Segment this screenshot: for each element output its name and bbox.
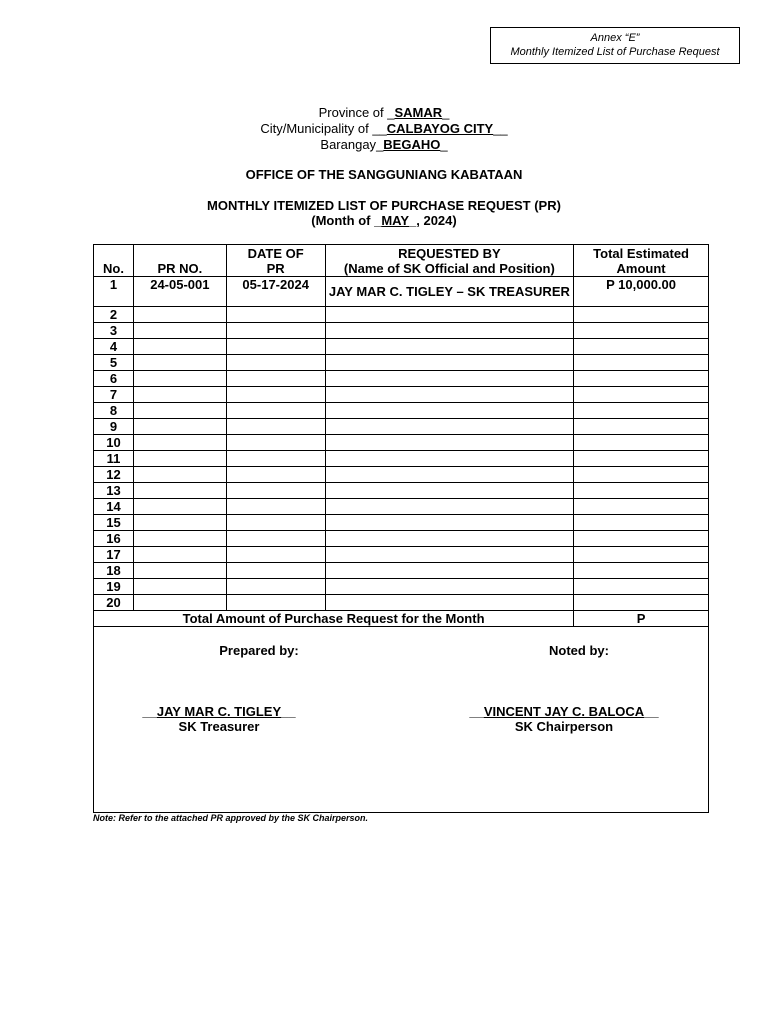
cell-pr-no [133, 355, 226, 371]
cell-requested-by [325, 563, 574, 579]
table-row [94, 323, 709, 339]
cell-pr-no [133, 483, 226, 499]
cell-requested-by [325, 307, 574, 323]
cell-amount [574, 307, 709, 323]
cell-requested-by [325, 595, 574, 611]
cell-date [226, 515, 325, 531]
cell-date [226, 419, 325, 435]
cell-no: 13 [94, 483, 134, 499]
cell-amount [574, 387, 709, 403]
annex-label: Annex “E” [590, 32, 640, 44]
cell-requested-by [325, 339, 574, 355]
cell-pr-no: 24-05-001 [133, 277, 226, 307]
cell-pr-no [133, 451, 226, 467]
total-row [94, 611, 709, 627]
table-row [94, 547, 709, 563]
cell-amount [574, 547, 709, 563]
cell-pr-no [133, 371, 226, 387]
cell-amount [574, 339, 709, 355]
prepared-position: SK Treasurer [178, 719, 260, 734]
cell-pr-no [133, 499, 226, 515]
cell-date [226, 403, 325, 419]
cell-requested-by [325, 467, 574, 483]
prepared-signatory: __JAY MAR C. TIGLEY__ SK Treasurer [124, 704, 314, 734]
cell-requested-by [325, 483, 574, 499]
cell-no: 4 [94, 339, 134, 355]
cell-requested-by [325, 499, 574, 515]
cell-amount [574, 323, 709, 339]
month-prefix: (Month of [311, 213, 375, 228]
document-title: MONTHLY ITEMIZED LIST OF PURCHASE REQUEST (PR) [207, 198, 561, 213]
header-pr-no: PR NO. [133, 245, 226, 277]
month-line: (Month of _MAY_, 2024) [311, 213, 457, 228]
cell-requested-by [325, 579, 574, 595]
table-row [94, 435, 709, 451]
noted-name: VINCENT JAY C. BALOCA [483, 704, 645, 719]
province-value: SAMAR [394, 105, 443, 120]
cell-requested-by [325, 547, 574, 563]
province-label: Province of [318, 105, 388, 120]
city-line: City/Municipality of __CALBAYOG CITY__ [260, 121, 508, 136]
signature-box [93, 627, 709, 813]
cell-pr-no [133, 563, 226, 579]
cell-amount [574, 355, 709, 371]
cell-pr-no [133, 435, 226, 451]
cell-requested-by [325, 451, 574, 467]
table-row [94, 307, 709, 323]
cell-amount [574, 483, 709, 499]
table-header-row [94, 245, 709, 277]
cell-no: 11 [94, 451, 134, 467]
cell-pr-no [133, 515, 226, 531]
table-row [94, 371, 709, 387]
cell-amount [574, 451, 709, 467]
cell-requested-by [325, 419, 574, 435]
footnote: Note: Refer to the attached PR approved by the SK Chairperson. [93, 813, 369, 823]
cell-date [226, 371, 325, 387]
cell-no: 6 [94, 371, 134, 387]
header-amount: Total Estimated Amount [574, 245, 709, 277]
cell-no: 16 [94, 531, 134, 547]
cell-date: 05-17-2024 [226, 277, 325, 307]
header-requested-by: REQUESTED BY (Name of SK Official and Position) [325, 245, 574, 277]
cell-amount: P 10,000.00 [574, 277, 709, 307]
cell-date [226, 323, 325, 339]
cell-pr-no [133, 579, 226, 595]
cell-pr-no [133, 307, 226, 323]
cell-date [226, 355, 325, 371]
noted-by-label: Noted by: [549, 643, 609, 658]
cell-pr-no [133, 339, 226, 355]
table-row [94, 419, 709, 435]
cell-amount [574, 435, 709, 451]
purchase-request-table [93, 244, 709, 627]
cell-no: 3 [94, 323, 134, 339]
cell-no: 20 [94, 595, 134, 611]
cell-no: 18 [94, 563, 134, 579]
cell-amount [574, 371, 709, 387]
cell-pr-no [133, 547, 226, 563]
cell-date [226, 563, 325, 579]
cell-no: 8 [94, 403, 134, 419]
cell-no: 17 [94, 547, 134, 563]
table-row [94, 355, 709, 371]
cell-requested-by [325, 515, 574, 531]
header-no: No. [94, 245, 134, 277]
cell-no: 12 [94, 467, 134, 483]
cell-no: 2 [94, 307, 134, 323]
cell-requested-by [325, 355, 574, 371]
cell-no: 10 [94, 435, 134, 451]
total-value: P [574, 611, 709, 627]
prepared-by-label: Prepared by: [219, 643, 299, 658]
table-row [94, 277, 709, 307]
cell-no: 5 [94, 355, 134, 371]
table-row [94, 563, 709, 579]
cell-requested-by [325, 435, 574, 451]
cell-date [226, 435, 325, 451]
cell-amount [574, 499, 709, 515]
cell-requested-by: JAY MAR C. TIGLEY – SK TREASURER [325, 277, 574, 307]
cell-amount [574, 579, 709, 595]
cell-amount [574, 403, 709, 419]
cell-amount [574, 467, 709, 483]
cell-date [226, 307, 325, 323]
table-row [94, 467, 709, 483]
barangay-line: Barangay_BEGAHO_ [320, 137, 448, 152]
cell-no: 19 [94, 579, 134, 595]
table-row [94, 483, 709, 499]
cell-date [226, 451, 325, 467]
annex-box [490, 27, 740, 64]
barangay-label: Barangay [320, 137, 377, 152]
prepared-name: JAY MAR C. TIGLEY [156, 704, 282, 719]
noted-signatory: __VINCENT JAY C. BALOCA__ SK Chairperson [449, 704, 679, 734]
cell-amount [574, 563, 709, 579]
cell-date [226, 339, 325, 355]
cell-amount [574, 531, 709, 547]
barangay-value: BEGAHO [383, 137, 441, 152]
cell-requested-by [325, 387, 574, 403]
cell-no: 1 [94, 277, 134, 307]
cell-no: 7 [94, 387, 134, 403]
month-value: MAY [381, 213, 410, 228]
cell-no: 15 [94, 515, 134, 531]
table-row [94, 387, 709, 403]
cell-requested-by [325, 403, 574, 419]
cell-pr-no [133, 419, 226, 435]
cell-amount [574, 419, 709, 435]
header-date: DATE OF PR [226, 245, 325, 277]
cell-requested-by [325, 323, 574, 339]
city-value: CALBAYOG CITY [386, 121, 494, 136]
cell-pr-no [133, 595, 226, 611]
cell-date [226, 483, 325, 499]
cell-pr-no [133, 323, 226, 339]
cell-pr-no [133, 467, 226, 483]
cell-pr-no [133, 387, 226, 403]
cell-date [226, 499, 325, 515]
table-row [94, 531, 709, 547]
table-row [94, 339, 709, 355]
cell-requested-by [325, 531, 574, 547]
cell-pr-no [133, 531, 226, 547]
total-label: Total Amount of Purchase Request for the Month [94, 611, 574, 627]
cell-amount [574, 515, 709, 531]
office-title: OFFICE OF THE SANGGUNIANG KABATAAN [245, 167, 523, 182]
cell-date [226, 547, 325, 563]
table-row [94, 515, 709, 531]
table-row [94, 403, 709, 419]
annex-subtitle: Monthly Itemized List of Purchase Request [510, 46, 720, 58]
cell-no: 14 [94, 499, 134, 515]
table-row [94, 595, 709, 611]
table-row [94, 579, 709, 595]
cell-requested-by [325, 371, 574, 387]
cell-amount [574, 595, 709, 611]
cell-date [226, 387, 325, 403]
cell-no: 9 [94, 419, 134, 435]
table-row [94, 451, 709, 467]
cell-date [226, 531, 325, 547]
table-row [94, 499, 709, 515]
noted-position: SK Chairperson [514, 719, 614, 734]
cell-date [226, 467, 325, 483]
cell-pr-no [133, 403, 226, 419]
city-label: City/Municipality of [260, 121, 373, 136]
cell-date [226, 579, 325, 595]
month-suffix: , 2024) [416, 213, 457, 228]
cell-date [226, 595, 325, 611]
province-line: Province of _SAMAR_ [318, 105, 450, 120]
